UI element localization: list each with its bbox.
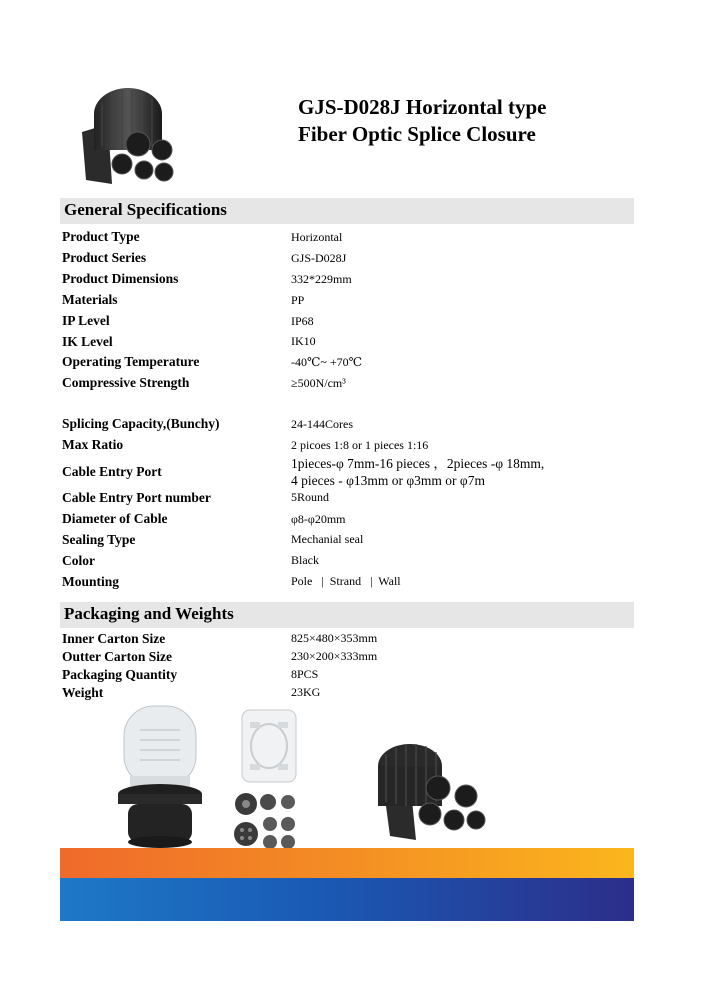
title-line-1: GJS-D028J Horizontal type [298,95,547,119]
section-title: General Specifications [64,200,227,219]
pack-value: 825×480×353mm [291,631,378,645]
packaging-weights-header [60,602,634,628]
spec-value: 5Round [291,490,330,504]
pack-label: Packaging Quantity [62,667,178,682]
section-title: Packaging and Weights [64,604,234,623]
spec-value: Mechanial seal [291,532,364,546]
open-closure-image [110,700,210,848]
spec-label: Operating Temperature [62,354,200,369]
spec-value: Black [291,553,319,567]
spec-value: -40℃~ +70℃ [291,355,363,369]
pack-value: 230×200×333mm [291,649,378,663]
spec-label: Max Ratio [62,437,124,452]
port-seals-image [232,790,302,852]
spec-label: Product Type [62,229,140,244]
pack-value: 8PCS [291,667,319,681]
pack-value: 23KG [291,685,321,699]
title-line-2: Fiber Optic Splice Closure [298,122,536,146]
closure-angle-image [368,740,490,844]
spec-value: IP68 [291,314,314,328]
spec-label: Cable Entry Port number [62,490,211,505]
spec-value-line: 4 pieces - φ13mm or φ3mm or φ7m [291,473,485,488]
spec-label: Cable Entry Port [62,464,162,479]
banner-blue-stripe [60,878,634,921]
spec-label: Diameter of Cable [62,511,168,526]
spec-label: Product Dimensions [62,271,179,286]
spec-value-line: 1pieces-φ 7mm-16 pieces ，2pieces -φ 18mm, [291,456,545,471]
spec-label: Color [62,553,95,568]
spec-value: Horizontal [291,230,343,244]
general-specifications-header [60,198,634,224]
pack-label: Outter Carton Size [62,649,172,664]
page-title [298,94,546,148]
spec-value: GJS-D028J [291,251,347,265]
spec-label: Compressive Strength [62,375,190,390]
spec-value: Pole | Strand | Wall [291,574,401,588]
pack-label: Weight [62,685,104,700]
spec-value: 2 picoes 1:8 or 1 pieces 1:16 [291,438,429,452]
spec-label: Splicing Capacity,(Bunchy) [62,416,220,431]
splice-tray-image [238,708,300,786]
spec-value: 24-144Cores [291,417,353,431]
pack-label: Inner Carton Size [62,631,166,646]
banner-orange-stripe [60,848,634,878]
product-image-top [78,84,190,196]
spec-label: Materials [62,292,118,307]
spec-value [291,455,544,489]
spec-value: ≥500N/cm³ [291,376,346,390]
spec-label: IK Level [62,334,113,349]
spec-label: Product Series [62,250,147,265]
spec-value: PP [291,293,305,307]
spec-value: IK10 [291,334,316,348]
spec-label: IP Level [62,313,110,328]
spec-value: 332*229mm [291,272,352,286]
spec-label: Mounting [62,574,120,589]
spec-label: Sealing Type [62,532,136,547]
spec-value: φ8-φ20mm [291,512,346,526]
